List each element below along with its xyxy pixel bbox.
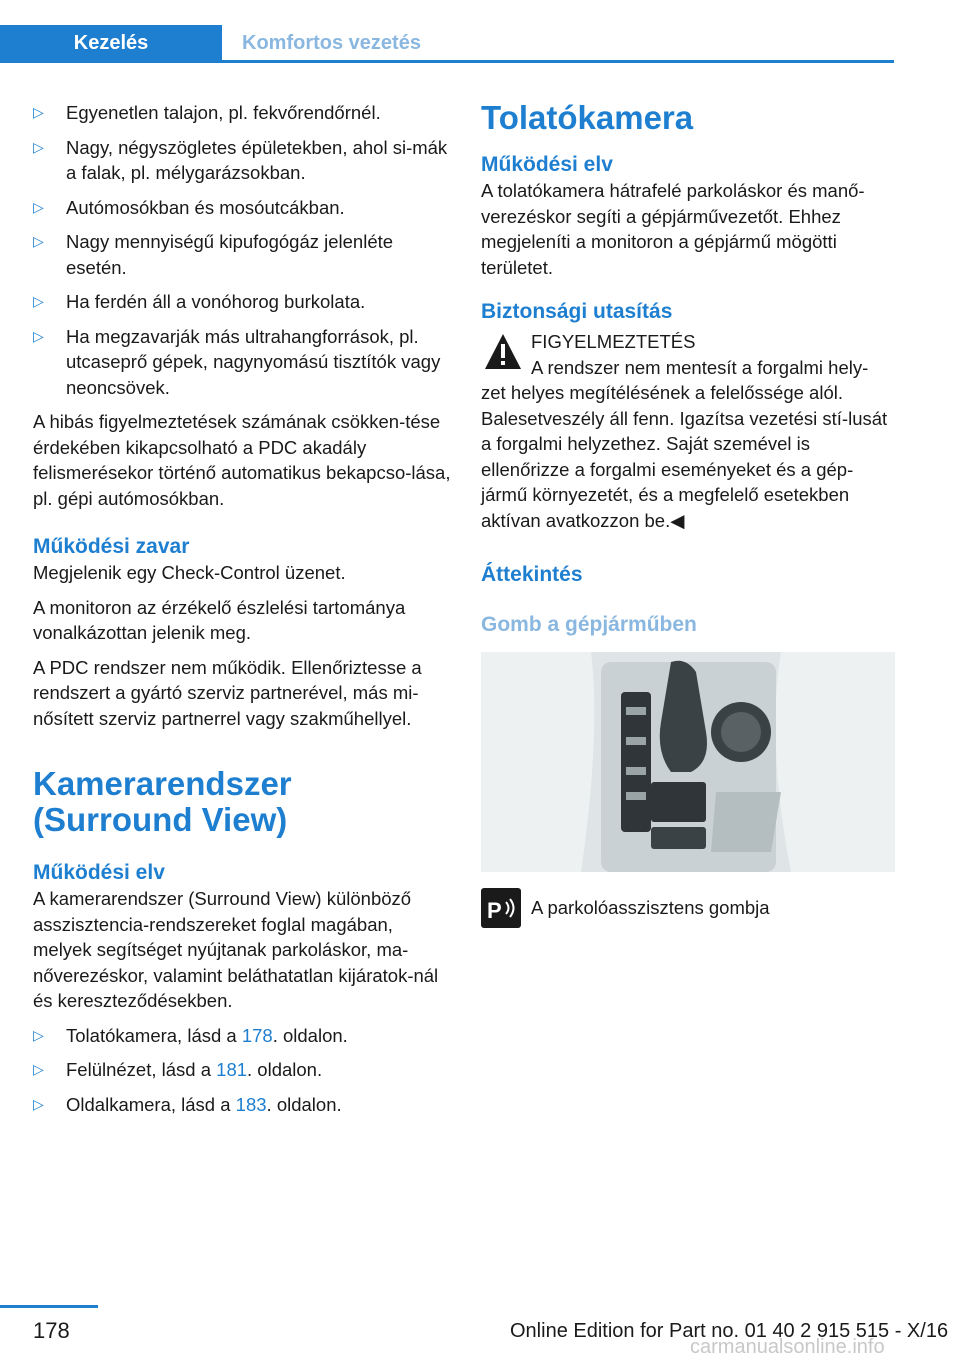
warning-block (481, 329, 896, 380)
bullet-triangle-icon: ▷ (33, 1095, 44, 1112)
bullet-triangle-icon: ▷ (33, 293, 44, 309)
center-console-photo (481, 652, 895, 872)
warning-triangle-icon (481, 329, 531, 373)
warning-text: zet helyes megítélésének a felelőssége alól. Balesetveszély áll fenn. Igazítsa vezetési stí-lusát a forgalmi helyzethez. Saját szemével is ellenőrizze a forgalmi eseményeket és a gép-jármű környezetét, és a megfelelő esetekben aktívan avatkozzon be.◀ (481, 382, 888, 531)
camera-principle-text: A kamerarendszer (Surround View) különböző asszisztencia-rendszereket foglal magában, melyek segítséget nyújtanak parkoláskor, ma-nőverezéskor, valamint beláthatatlan kijáratok-nál és kereszteződésekben. (33, 888, 439, 1011)
reference-item: ▷ Tolatókamera, lásd a 178. oldalon. (33, 1023, 451, 1049)
camera-system-title: Kamerarendszer (Surround View) (33, 765, 292, 838)
fault-paragraph-2: A monitoron az érzékelő észlelési tartománya vonalkázottan jelenik meg. (33, 596, 406, 643)
bullet-triangle-icon: ▷ (33, 138, 44, 155)
section-tab-kezeles: Kezelés (0, 25, 222, 61)
reference-item: ▷ Felülnézet, lásd a 181. oldalon. (33, 1057, 451, 1083)
page-link-181[interactable]: 181 (216, 1059, 248, 1080)
safety-heading: Biztonsági utasítás (481, 300, 673, 323)
watermark: carmanualsonline.info (690, 1336, 885, 1358)
photo-caption: A parkolóasszisztens gombja (531, 897, 770, 919)
bullet-triangle-icon: ▷ (33, 327, 44, 344)
warning-text-first-line: A rendszer nem mentesít a forgalmi hely- (531, 356, 869, 378)
rear-camera-principle-heading: Működési elv (481, 153, 613, 176)
fault-paragraph-1: Megjelenik egy Check-Control üzenet. (33, 562, 346, 583)
bullet-item: ▷ Egyenetlen talajon, pl. fekvőrendőrnél. (33, 100, 451, 126)
edition-note: Online Edition for Part no. 01 40 2 915 515 - X/16 (510, 1320, 949, 1342)
left-column (33, 100, 451, 1126)
svg-text:P: P (487, 898, 502, 923)
bullet-item: ▷ Nagy mennyiségű kipufogógáz jelenléte esetén. (33, 229, 451, 280)
bullet-triangle-icon: ▷ (33, 104, 44, 120)
rear-camera-title: Tolatókamera (481, 99, 694, 136)
page-header (0, 0, 960, 64)
bullet-triangle-icon: ▷ (33, 1061, 44, 1077)
fault-paragraph-3: A PDC rendszer nem működik. Ellenőriztesse a rendszert a gyártó szerviz partnerével, más mi-nősített szerviz partnerrel vagy szakműhellyel. (33, 656, 422, 729)
footer-rule (0, 1305, 98, 1308)
bullet-triangle-icon: ▷ (33, 198, 44, 215)
warning-label: FIGYELMEZTETÉS (531, 331, 696, 352)
bullet-triangle-icon: ▷ (33, 233, 44, 249)
page-number: 178 (33, 1318, 70, 1343)
bullet-item: ▷ Ha ferdén áll a vonóhorog burkolata. (33, 289, 451, 315)
chapter-tab-komfortos-vezetes: Komfortos vezetés (242, 31, 421, 54)
bullet-item: ▷ Ha megzavarják más ultrahangforrások, pl. utcaseprő gépek, nagynyomású tisztítók vagy neoncsövek. (33, 324, 451, 401)
overview-heading: Áttekintés (481, 563, 583, 586)
bullet-item: ▷ Autómosókban és mosóutcákban. (33, 195, 451, 221)
reference-item: ▷ Oldalkamera, lásd a 183. oldalon. (33, 1092, 451, 1118)
page-link-183[interactable]: 183 (235, 1093, 267, 1115)
bullet-item: ▷ Nagy, négyszögletes épületekben, ahol si-mák a falak, pl. mélygarázsokban. (33, 135, 451, 186)
page-link-178[interactable]: 178 (241, 1024, 273, 1046)
bullet-triangle-icon: ▷ (33, 1026, 44, 1043)
button-in-vehicle-heading: Gomb a gépjárműben (481, 613, 697, 636)
false-warning-paragraph: A hibás figyelmeztetések számának csökken-tése érdekében kikapcsolható a PDC akadály felismerésekor történő automatikus bekapcso-lása, pl. gépi autómosókban. (33, 411, 451, 509)
parking-assistant-button-icon (481, 888, 521, 928)
right-column (481, 100, 896, 928)
camera-principle-heading: Működési elv (33, 861, 165, 884)
fault-heading: Működési zavar (33, 535, 190, 558)
caption-row (481, 888, 896, 928)
header-rule (0, 60, 894, 63)
rear-camera-principle-text: A tolatókamera hátrafelé parkoláskor és manő-verezéskor segíti a gépjárművezetőt. Ehhez megjeleníti a monitoron a gépjármű mögötti területet. (481, 180, 865, 278)
